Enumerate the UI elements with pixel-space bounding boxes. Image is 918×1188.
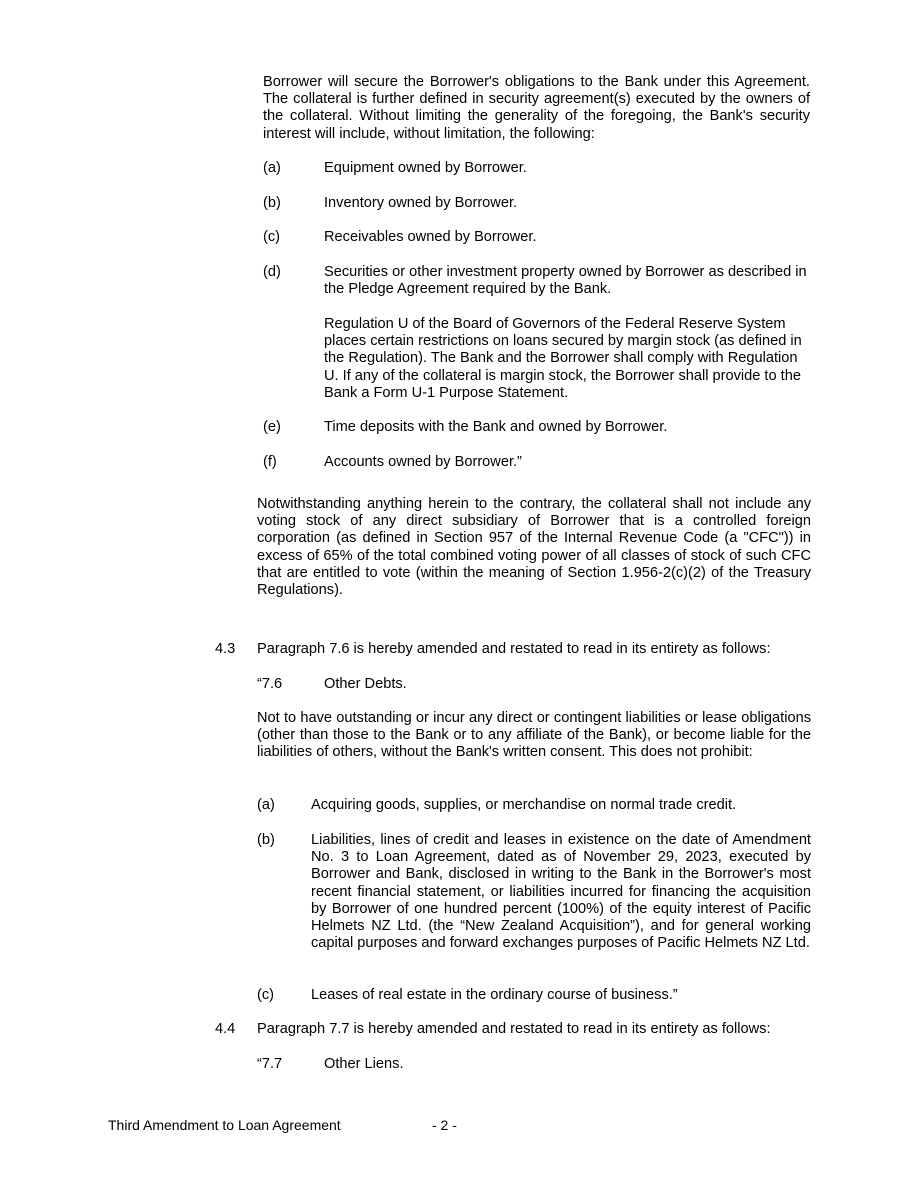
section-number: 4.4 bbox=[215, 1021, 236, 1037]
other-debts-paragraph: Not to have outstanding or incur any direct or contingent liabilities or lease obligations (other than those to the Bank or to any affiliate of the Bank), or become liable for the liabilities of others, without the Bank's written consent. This does not prohibit: bbox=[257, 710, 811, 761]
list-item: Leases of real estate in the ordinary course of business.” bbox=[311, 987, 678, 1003]
section-text: Paragraph 7.6 is hereby amended and restated to read in its entirety as follows: bbox=[257, 641, 771, 657]
list-label: (c) bbox=[257, 987, 275, 1003]
regulation-u-paragraph: Regulation U of the Board of Governors of the Federal Reserve System places certain restrictions on loans secured by margin stock (as defined in the Regulation). The Bank and the Borrower shall comply with Regulation U. If any of the collateral is margin stock, the Borrower shall provide to the Bank a Form U-1 Purpose Statement. bbox=[324, 316, 802, 401]
paragraph-heading-title: Other Debts. bbox=[324, 676, 407, 692]
list-label: (a) bbox=[257, 797, 275, 813]
list-label: (c) bbox=[263, 229, 281, 245]
footer-page-number: - 2 - bbox=[432, 1117, 457, 1133]
paragraph-heading-number: “7.6 bbox=[257, 676, 283, 692]
list-label: (e) bbox=[263, 419, 281, 435]
list-label: (f) bbox=[263, 454, 277, 470]
list-item: Receivables owned by Borrower. bbox=[324, 229, 537, 245]
list-item: Equipment owned by Borrower. bbox=[324, 160, 527, 176]
list-item: Inventory owned by Borrower. bbox=[324, 195, 518, 211]
paragraph-heading-number: “7.7 bbox=[257, 1056, 283, 1072]
list-label: (b) bbox=[257, 832, 275, 848]
intro-paragraph: Borrower will secure the Borrower's obligations to the Bank under this Agreement. The collateral is further defined in security agreement(s) executed by the owners of the collateral. Without limiting the generality of the foregoing, the Bank's security interest will include, without limitation, the following: bbox=[263, 74, 810, 142]
list-label: (a) bbox=[263, 160, 281, 176]
list-item: Accounts owned by Borrower.” bbox=[324, 454, 522, 470]
section-text: Paragraph 7.7 is hereby amended and restated to read in its entirety as follows: bbox=[257, 1021, 771, 1037]
list-item: Acquiring goods, supplies, or merchandise on normal trade credit. bbox=[311, 797, 737, 813]
section-number: 4.3 bbox=[215, 641, 236, 657]
notwithstanding-paragraph: Notwithstanding anything herein to the contrary, the collateral shall not include any voting stock of any direct subsidiary of Borrower that is a controlled foreign corporation (as defined in Section 957 of the Internal Revenue Code (a "CFC")) in excess of 65% of the total combined voting power of all classes of stock of such CFC that are entitled to vote (within the meaning of Section 1.956-2(c)(2) of the Treasury Regulations). bbox=[257, 496, 811, 599]
list-item: Time deposits with the Bank and owned by Borrower. bbox=[324, 419, 668, 435]
list-label: (b) bbox=[263, 195, 281, 211]
list-item: Liabilities, lines of credit and leases in existence on the date of Amendment No. 3 to Loan Agreement, dated as of November 29, 2023, executed by Borrower and Bank, disclosed in writing to the Bank in the Borrower's most recent financial statement, or liabilities incurred for financing the acquisition by Borrower of one hundred percent (100%) of the equity interest of Pacific Helmets NZ Ltd. (the “New Zealand Acquisition”), and for general working capital purposes and forward exchanges purposes of Pacific Helmets NZ Ltd. bbox=[311, 832, 811, 952]
list-item: Securities or other investment property owned by Borrower as described in the Pledge Agreement required by the Bank. bbox=[324, 264, 807, 298]
list-label: (d) bbox=[263, 264, 281, 280]
footer-document-title: Third Amendment to Loan Agreement bbox=[108, 1117, 341, 1133]
paragraph-heading-title: Other Liens. bbox=[324, 1056, 404, 1072]
